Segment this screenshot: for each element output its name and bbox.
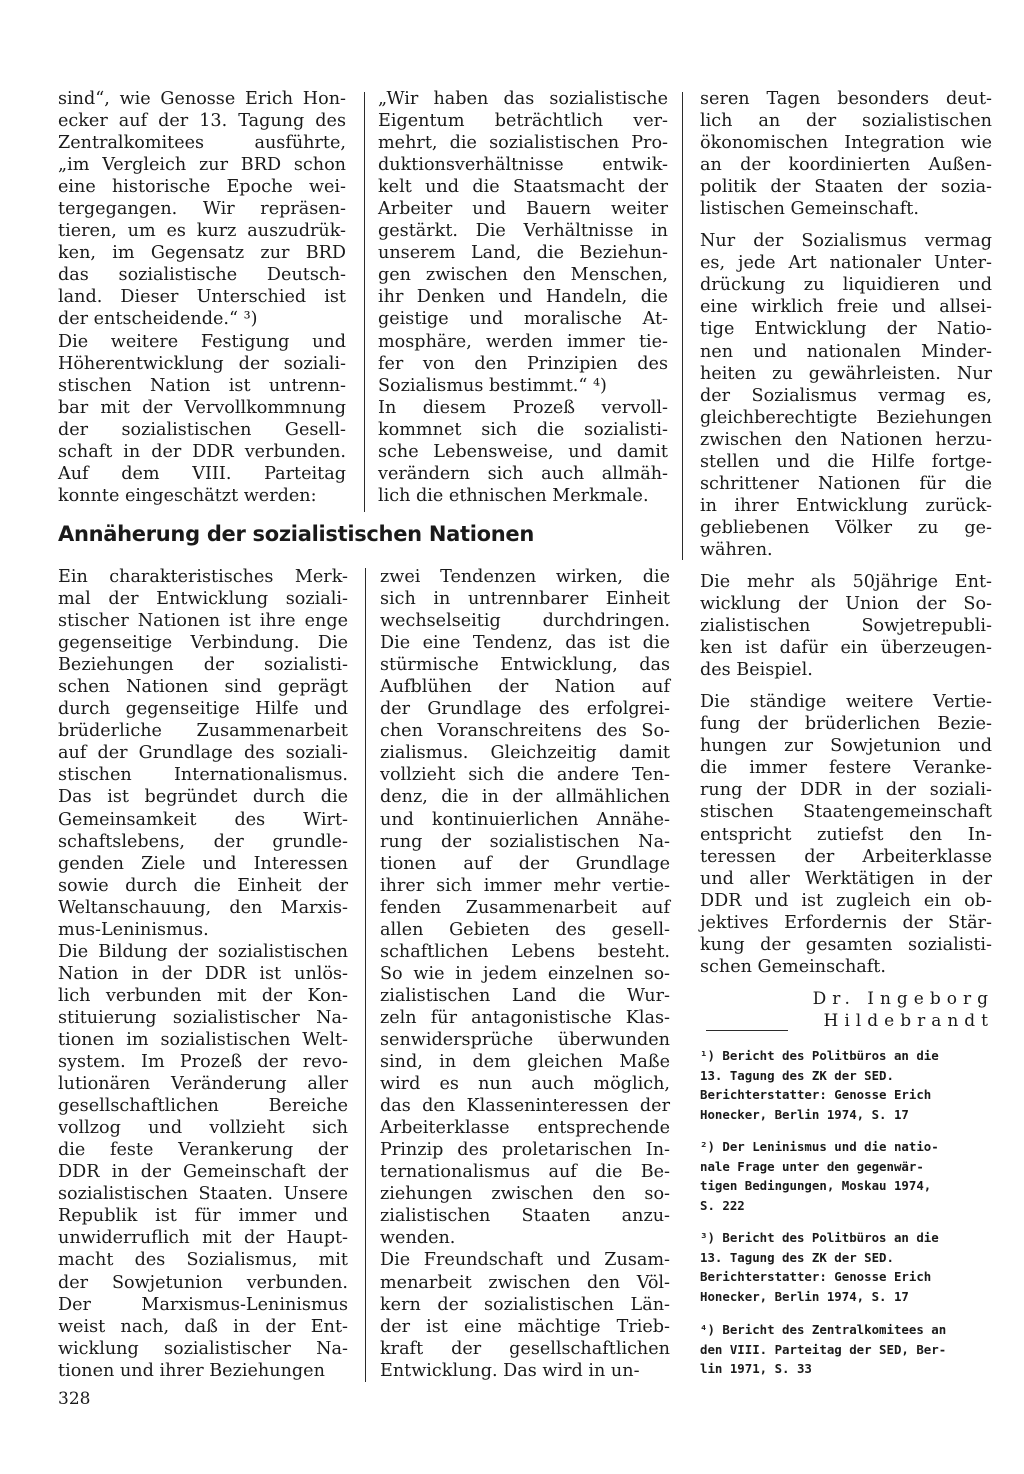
text-line: Zentralkomitees ausführte, (58, 133, 346, 154)
text-line: chen Voranschreitens des So- (380, 721, 670, 742)
text-line: sche Lebensweise, und damit (378, 441, 668, 462)
text-line: vollzog und vollzieht sich (58, 1118, 348, 1139)
text-line: eine historische Epoche wei- (58, 177, 346, 198)
text-line: schrittener Nationen für die (700, 473, 992, 494)
text-line: gebliebenen Völker zu ge- (700, 517, 992, 538)
text-line: unwiderruflich mit der Haupt- (58, 1228, 348, 1249)
text-line: unserem Land, die Beziehun- (378, 243, 668, 264)
text-line: politik der Staaten der sozia- (700, 177, 992, 198)
text-line: In diesem Prozeß vervoll- (378, 397, 668, 418)
text-line: der Sowjetunion verbunden. (58, 1272, 348, 1293)
text-line: „Wir haben das sozialistische (378, 89, 668, 109)
text-line: denz, die in der allmählichen (380, 787, 670, 808)
text-line: gen zwischen den Menschen, (378, 265, 668, 286)
text-line: mosphäre, werden immer tie- (378, 331, 668, 352)
text-line: wicklung sozialistischer Na- (58, 1338, 348, 1359)
footnote-line: ²) Der Leninismus und die natio- (700, 1139, 939, 1154)
text-line: Sozialismus bestimmt.“ ⁴) (378, 375, 607, 396)
page-number: 328 (58, 1389, 91, 1409)
text-line: Weltanschauung, den Marxis- (58, 897, 348, 918)
text-line: kern der sozialistischen Län- (380, 1294, 670, 1315)
footnote-line: Berichterstatter: Genosse Erich (700, 1087, 932, 1102)
text-line: schen Gemeinschaft. (700, 956, 886, 977)
text-line: zeln für antagonistische Klas- (380, 1007, 670, 1028)
footnote-line: S. 222 (700, 1197, 745, 1213)
text-line: Höherentwicklung der soziali- (58, 353, 346, 374)
text-line: mus-Leninismus. (58, 919, 209, 940)
text-line: senwidersprüche überwunden (380, 1029, 670, 1050)
column-rule-top (364, 92, 365, 512)
text-line: die immer festere Veranke- (700, 758, 992, 779)
author-signature (813, 988, 994, 1032)
text-line: seren Tagen besonders deut- (700, 89, 992, 109)
text-line: Entwicklung. Das wird in un- (380, 1360, 640, 1381)
text-line: sowie durch die Einheit der (58, 875, 348, 896)
text-line: vollzieht sich die andere Ten- (380, 765, 670, 786)
text-line: das den Klasseninteressen der (380, 1096, 670, 1117)
text-line: bar mit der Vervollkommnung (58, 397, 346, 418)
text-line: weist nach, daß in der Ent- (58, 1316, 348, 1337)
text-line: schaft in der DDR verbunden. (58, 441, 346, 462)
text-line: gegenseitige Verbindung. Die (58, 633, 348, 654)
footnote-line: 13. Tagung des ZK der SED. (700, 1249, 894, 1265)
text-line: teressen der Arbeiterklasse (700, 846, 992, 867)
footnote-line: den VIII. Parteitag der SED, Ber- (700, 1341, 947, 1357)
text-line: Auf dem VIII. Parteitag (58, 463, 346, 484)
text-line: jektives Erfordernis der Stär- (700, 912, 992, 933)
text-line: wicklung der Union der So- (700, 594, 992, 615)
text-line: listischen Gemeinschaft. (700, 199, 919, 220)
column-rule-bottom (365, 568, 366, 1382)
text-line: lich verbunden mit der Kon- (58, 985, 348, 1006)
text-line: Nur der Sozialismus vermag (700, 231, 992, 252)
text-line: Die ständige weitere Vertie- (700, 692, 992, 713)
text-line: So wie in jedem einzelnen so- (380, 963, 670, 984)
text-line: menarbeit zwischen den Völ- (380, 1272, 670, 1293)
footnote-line: ¹) Bericht des Politbüros an die (700, 1048, 939, 1063)
text-line: tige Entwicklung der Natio- (700, 319, 992, 340)
text-line: kung der gesamten sozialisti- (700, 934, 992, 955)
text-line: Die Freundschaft und Zusam- (380, 1250, 670, 1271)
text-line: Das ist begründet durch die (58, 787, 348, 808)
text-line: ken ist dafür ein überzeugen- (700, 638, 992, 659)
text-line: und kontinuierlichen Annähe- (380, 809, 670, 830)
text-line: währen. (700, 539, 773, 560)
text-line: eine wirklich freie und allsei- (700, 297, 992, 318)
text-line: Ein charakteristisches Merk- (58, 567, 348, 587)
text-line: zialismus. Gleichzeitig damit (380, 743, 670, 764)
text-line: zialistischen Sowjetrepubli- (700, 616, 992, 637)
text-line: tieren, um es kurz auszudrük- (58, 221, 346, 242)
text-line: stischer Nationen ist ihre enge (58, 611, 348, 632)
text-line: fenden Zusammenarbeit auf (380, 897, 670, 918)
text-line: zwei Tendenzen wirken, die (380, 567, 670, 587)
text-line: brüderliche Zusammenarbeit (58, 721, 348, 742)
footnote-line: tigen Bedingungen, Moskau 1974, (700, 1178, 932, 1193)
right-column (700, 88, 992, 978)
text-line: genden Ziele und Interessen (58, 853, 348, 874)
text-line: der ist eine mächtige Trieb- (380, 1316, 670, 1337)
text-line: Der Marxismus-Leninismus (58, 1294, 348, 1315)
text-line: duktionsverhältnisse entwik- (378, 155, 668, 176)
top-column-2 (378, 88, 668, 507)
text-line: Republik ist für immer und (58, 1206, 348, 1227)
footnote-line: Berichterstatter: Genosse Erich (700, 1269, 932, 1284)
text-line: das sozialistische Deutsch- (58, 265, 346, 286)
text-line: tergegangen. Wir repräsen- (58, 199, 346, 220)
footnote-3 (700, 1228, 995, 1306)
footnote-line: nale Frage unter den gegenwär- (700, 1158, 924, 1174)
text-line: ihrer sich immer mehr vertie- (380, 875, 670, 896)
text-line: geistige und moralische At- (378, 309, 668, 330)
text-line: lutionären Veränderung aller (58, 1074, 348, 1095)
text-line: hungen zur Sowjetunion und (700, 736, 992, 757)
text-line: und aller Werktätigen in der (700, 868, 992, 889)
text-line: zialistischen Land die Wur- (380, 985, 670, 1006)
text-line: land. Dieser Unterschied ist (58, 287, 346, 308)
text-line: allen Gebieten des gesell- (380, 919, 670, 940)
signature-line-2: Hildebrandt (823, 1011, 994, 1031)
text-line: system. Im Prozeß der revo- (58, 1052, 348, 1073)
text-line: drückung zu liquidieren und (700, 275, 992, 296)
text-line: Gemeinsamkeit des Wirt- (58, 809, 348, 830)
text-line: Die mehr als 50jährige Ent- (700, 571, 992, 592)
text-line: wird es nun auch möglich, (380, 1074, 670, 1095)
footnote-rule (706, 1030, 788, 1031)
text-line: ihr Denken und Handeln, die (378, 287, 668, 308)
footnote-line: lin 1971, S. 33 (700, 1361, 812, 1376)
text-line: lich die ethnischen Merkmale. (378, 485, 649, 506)
bottom-column-2 (380, 566, 670, 1382)
text-line: wenden. (380, 1228, 456, 1249)
text-line: ternationalismus auf die Be- (380, 1162, 670, 1183)
text-line: mal der Entwicklung soziali- (58, 589, 348, 610)
text-line: Prinzip des proletarischen In- (380, 1140, 670, 1161)
text-line: Eigentum beträchtlich ver- (378, 111, 668, 132)
text-line: ökonomischen Integration wie (700, 133, 992, 154)
text-line: zwischen den Nationen herzu- (700, 429, 992, 450)
footnote-1 (700, 1046, 995, 1124)
text-line: ziehungen zwischen den so- (380, 1184, 670, 1205)
text-line: schaftslebens, der grundle- (58, 831, 348, 852)
text-line: der Sozialismus vermag es, (700, 385, 992, 406)
text-line: Arbeiterklasse entsprechende (380, 1118, 670, 1139)
text-line: Arbeiter und Bauern weiter (378, 199, 668, 220)
text-line: in ihrer Entwicklung zurück- (700, 495, 992, 516)
text-line: sozialistischen Staaten. Unsere (58, 1184, 348, 1205)
text-line: auf der Grundlage des soziali- (58, 743, 348, 764)
text-line: Die weitere Festigung und (58, 331, 346, 352)
signature-line-1: Dr. Ingeborg (812, 989, 994, 1009)
text-line: sind, in dem gleichen Maße (380, 1052, 670, 1073)
text-line: stischen Staatengemeinschaft (700, 802, 992, 823)
text-line: mehrt, die sozialistischen Pro- (378, 133, 668, 154)
text-line: tionen auf der Grundlage (380, 853, 670, 874)
text-line: gestärkt. Die Verhältnisse in (378, 221, 668, 242)
text-line: der sozialistischen Gesell- (58, 419, 346, 440)
footnote-line: ³) Bericht des Politbüros an die (700, 1230, 939, 1245)
text-line: kraft der gesellschaftlichen (380, 1338, 670, 1359)
text-line: zialistischen Staaten anzu- (380, 1206, 670, 1227)
text-line: stürmische Entwicklung, das (380, 655, 670, 676)
text-line: sind“, wie Genosse Erich Hon- (58, 89, 346, 109)
footnote-line: 13. Tagung des ZK der SED. (700, 1067, 894, 1083)
text-line: tionen im sozialistischen Welt- (58, 1029, 348, 1050)
text-line: Aufblühen der Nation auf (380, 677, 670, 698)
text-line: die feste Verankerung der (58, 1140, 348, 1161)
text-line: DDR in der Gemeinschaft der (58, 1162, 348, 1183)
text-line: Nation in der DDR ist unlös- (58, 963, 348, 984)
text-line: schaftlichen Lebens besteht. (380, 941, 670, 962)
text-line: gleichberechtigte Beziehungen (700, 407, 992, 428)
text-line: des Beispiel. (700, 660, 813, 681)
text-line: schen Nationen sind geprägt (58, 677, 348, 698)
text-line: stellen und die Hilfe fortge- (700, 451, 992, 472)
footnote-4 (700, 1320, 995, 1379)
text-line: Die eine Tendenz, das ist die (380, 633, 670, 654)
text-line: lich an der sozialistischen (700, 111, 992, 132)
text-line: rung der DDR in der soziali- (700, 780, 992, 801)
text-line: durch gegenseitige Hilfe und (58, 699, 348, 720)
text-line: der entscheidende.“ ³) (58, 309, 258, 330)
text-line: nen und nationalen Minder- (700, 341, 992, 362)
footnote-line: ⁴) Bericht des Zentralkomitees an (700, 1322, 947, 1337)
text-line: DDR und ist zugleich ein ob- (700, 890, 992, 911)
text-line: heiten zu gewährleisten. Nur (700, 363, 992, 384)
text-line: ecker auf der 13. Tagung des (58, 111, 346, 132)
text-line: wechselseitig durchdringen. (380, 611, 670, 632)
text-line: rung der sozialistischen Na- (380, 831, 670, 852)
text-line: sich in untrennbarer Einheit (380, 589, 670, 610)
text-line: ken, im Gegensatz zur BRD (58, 243, 346, 264)
text-line: Beziehungen der sozialisti- (58, 655, 348, 676)
text-line: kommnet sich die sozialisti- (378, 419, 668, 440)
text-line: gesellschaftlichen Bereiche (58, 1096, 348, 1117)
text-line: kelt und die Staatsmacht der (378, 177, 668, 198)
text-line: entspricht zutiefst den In- (700, 824, 992, 845)
top-column-1 (58, 88, 346, 507)
text-line: macht des Sozialismus, mit (58, 1250, 348, 1271)
text-line: fung der brüderlichen Bezie- (700, 714, 992, 735)
footnote-line: Honecker, Berlin 1974, S. 17 (700, 1106, 909, 1122)
text-line: an der koordinierten Außen- (700, 155, 992, 176)
text-line: verändern sich auch allmäh- (378, 463, 668, 484)
text-line: Die Bildung der sozialistischen (58, 941, 348, 962)
text-line: „im Vergleich zur BRD schon (58, 155, 346, 176)
footnote-line: Honecker, Berlin 1974, S. 17 (700, 1288, 909, 1304)
text-line: konnte eingeschätzt werden: (58, 485, 317, 506)
text-line: tionen und ihrer Beziehungen (58, 1360, 325, 1381)
text-line: stischen Internationalismus. (58, 765, 348, 786)
text-line: fer von den Prinzipien des (378, 353, 668, 374)
text-line: der Grundlage des erfolgrei- (380, 699, 670, 720)
text-line: es, jede Art nationaler Unter- (700, 253, 992, 274)
text-line: stischen Nation ist untrenn- (58, 375, 346, 396)
section-heading: Annäherung der sozialistischen Nationen (58, 522, 534, 546)
column-rule-right (682, 92, 683, 560)
text-line: stituierung sozialistischer Na- (58, 1007, 348, 1028)
bottom-column-1 (58, 566, 348, 1382)
footnote-2 (700, 1137, 995, 1215)
